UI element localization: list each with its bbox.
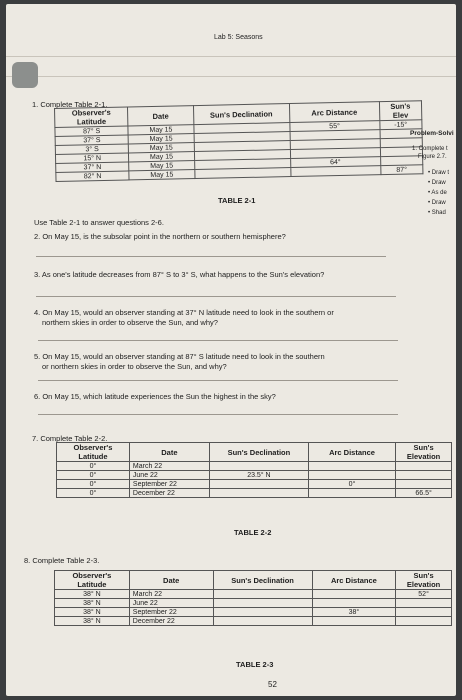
answer-line[interactable] [38, 340, 398, 341]
cell: May 15 [128, 125, 193, 135]
question-5: 5. On May 15, would an observer standing at 87° S latitude need to look in the southern [34, 352, 325, 361]
cell: 0° [57, 489, 130, 498]
cell: 15° N [55, 153, 129, 164]
side-bullet: • Draw [428, 200, 446, 206]
answer-cell[interactable] [213, 617, 312, 626]
table-row [55, 617, 452, 626]
cell[interactable] [209, 462, 308, 471]
table-2-3-caption: TABLE 2-3 [236, 660, 274, 669]
table-2-3 [54, 570, 452, 626]
cell[interactable] [396, 617, 452, 626]
cell[interactable] [312, 617, 396, 626]
side-bullet: • As de [428, 190, 447, 196]
cell[interactable] [396, 608, 452, 617]
cell: 37° S [55, 135, 129, 146]
answer-line[interactable] [36, 256, 386, 257]
cell: 38° N [55, 599, 130, 608]
table-row [57, 462, 452, 471]
side-bullet: • Draw t [428, 170, 450, 176]
table-2-2 [56, 442, 452, 498]
cell: 0° [57, 462, 130, 471]
cell: 0° [57, 471, 130, 480]
cell: May 15 [129, 143, 194, 153]
cell: May 15 [129, 161, 194, 171]
col-elev: Sun's Elevation [396, 571, 452, 590]
side-title: Problem-Solvi [410, 130, 454, 137]
cell: 37° N [56, 162, 130, 173]
cell: March 22 [129, 462, 209, 471]
col-arc: Arc Distance [312, 571, 396, 590]
cell: May 15 [129, 152, 194, 162]
col-decl: Sun's Declination [213, 571, 312, 590]
answer-line[interactable] [38, 414, 398, 415]
answer-cell[interactable] [213, 590, 312, 599]
cell[interactable] [308, 471, 395, 480]
cell: September 22 [129, 608, 213, 617]
answer-cell[interactable] [194, 168, 290, 179]
cell: 87° S [55, 126, 129, 137]
col-lat: Observer's Latitude [55, 107, 129, 128]
lab-header: Lab 5: Seasons [214, 34, 263, 41]
cell: -15° [379, 120, 422, 130]
cell[interactable]: 38° [312, 608, 396, 617]
col-date: Date [129, 443, 209, 462]
cell: September 22 [129, 480, 209, 489]
question-4: 4. On May 15, would an observer standing at 37° N latitude need to look in the southern or [34, 308, 334, 317]
cell: 55° [290, 121, 380, 132]
cell: December 22 [129, 489, 209, 498]
page-number: 52 [268, 680, 277, 689]
cell[interactable] [209, 489, 308, 498]
table-row [55, 590, 452, 599]
col-date: Date [128, 106, 194, 126]
cell[interactable] [396, 462, 452, 471]
table-row [57, 480, 452, 489]
worksheet-page [6, 4, 456, 696]
cell: 38° N [55, 617, 130, 626]
col-elev: Sun's Elevation [396, 443, 452, 462]
table-2-1-caption: TABLE 2-1 [218, 196, 256, 205]
cell[interactable] [308, 489, 395, 498]
cell: May 15 [128, 134, 193, 144]
side-bullet: • Draw [428, 180, 446, 186]
cell[interactable]: 52° [396, 590, 452, 599]
cell: December 22 [129, 617, 213, 626]
cell [290, 166, 380, 177]
cell: 87° [380, 165, 423, 175]
col-decl: Sun's Declination [209, 443, 308, 462]
divider [6, 56, 456, 57]
cell: June 22 [129, 599, 213, 608]
cell: 0° [57, 480, 130, 489]
col-arc: Arc Distance [308, 443, 395, 462]
divider [6, 76, 456, 77]
cell[interactable] [312, 599, 396, 608]
answer-cell[interactable] [213, 608, 312, 617]
cell[interactable] [396, 599, 452, 608]
cell[interactable] [396, 471, 452, 480]
col-date: Date [129, 571, 213, 590]
q7-prompt: 7. Complete Table 2-2. [32, 434, 108, 443]
answer-cell[interactable] [213, 599, 312, 608]
cell: 38° N [55, 608, 130, 617]
side-item: 1. Complete t [412, 146, 448, 152]
question-6: 6. On May 15, which latitude experiences the Sun the highest in the sky? [34, 392, 276, 401]
col-lat: Observer's Latitude [57, 443, 130, 462]
side-item: Figure 2.7. [418, 154, 447, 160]
table-row [57, 471, 452, 480]
icon-tab [12, 62, 38, 88]
cell: May 15 [129, 170, 194, 180]
cell[interactable] [308, 462, 395, 471]
cell[interactable] [396, 480, 452, 489]
cell[interactable]: 66.5° [396, 489, 452, 498]
col-decl: Sun's Declination [193, 104, 290, 125]
instructions: Use Table 2-1 to answer questions 2-6. [34, 218, 164, 227]
table-2-1 [54, 100, 423, 182]
q1-prompt: 1. Complete Table 2-1. [32, 100, 108, 109]
answer-line[interactable] [36, 296, 396, 297]
cell: 3° S [55, 144, 129, 155]
question-2: 2. On May 15, is the subsolar point in the northern or southern hemisphere? [34, 232, 286, 241]
col-elev: Sun's Elev [379, 101, 422, 121]
cell: 64° [290, 157, 380, 168]
table-2-2-caption: TABLE 2-2 [234, 528, 272, 537]
cell: March 22 [129, 590, 213, 599]
question-3: 3. As one's latitude decreases from 87° S to 3° S, what happens to the Sun's elevation? [34, 270, 325, 279]
col-arc: Arc Distance [289, 102, 379, 123]
cell[interactable] [209, 480, 308, 489]
table-row [57, 489, 452, 498]
col-lat: Observer's Latitude [55, 571, 130, 590]
cell[interactable] [312, 590, 396, 599]
question-4-cont: northern skies in order to observe the Sun, and why? [42, 318, 218, 327]
cell: June 22 [129, 471, 209, 480]
cell: 38° N [55, 590, 130, 599]
cell[interactable]: 0° [308, 480, 395, 489]
question-5-cont: or northern skies in order to observe the Sun, and why? [42, 362, 227, 371]
cell: 82° N [56, 171, 130, 182]
table-row [55, 599, 452, 608]
q8-prompt: 8. Complete Table 2-3. [24, 556, 100, 565]
side-bullet: • Shad [428, 210, 446, 216]
answer-line[interactable] [38, 380, 398, 381]
table-row [55, 608, 452, 617]
cell[interactable]: 23.5° N [209, 471, 308, 480]
